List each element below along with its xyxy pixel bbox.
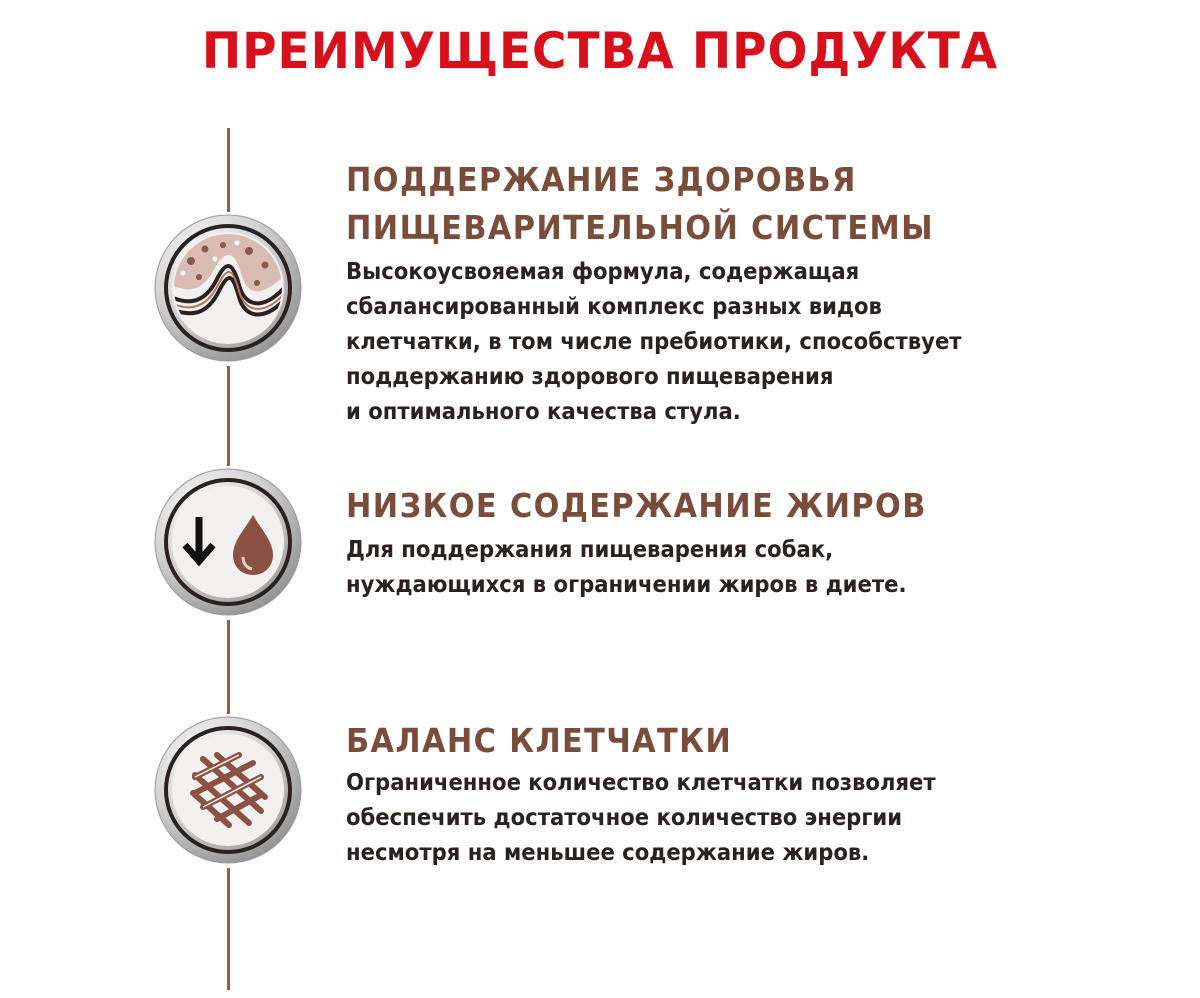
low-fat-drop-icon bbox=[153, 467, 303, 617]
timeline-segment bbox=[227, 620, 230, 714]
benefit-description: Для поддержания пищеварения собак, нуждающихся в ограничении жиров в диете. bbox=[346, 537, 907, 598]
fiber-mesh-icon bbox=[153, 715, 303, 865]
timeline-segment bbox=[227, 868, 230, 990]
benefit-heading: ПОДДЕРЖАНИЕ ЗДОРОВЬЯ ПИЩЕВАРИТЕЛЬНОЙ СИСТЕМЫ bbox=[346, 160, 934, 247]
benefit-description: Высокоусвояемая формула, содержащая сбалансированный комплекс разных видов клетчатки, в том числе пребиотики, способствует поддержанию здорового пищеварения и оптимального качества стула. bbox=[346, 259, 962, 425]
timeline-segment bbox=[227, 366, 230, 466]
benefit-description: Ограниченное количество клетчатки позволяет обеспечить достаточное количество энергии несмотря на меньшее содержание жиров. bbox=[346, 770, 936, 866]
digestion-wave-icon bbox=[153, 213, 303, 363]
benefit-heading: НИЗКОЕ СОДЕРЖАНИЕ ЖИРОВ bbox=[346, 486, 927, 525]
timeline-segment bbox=[227, 128, 230, 212]
page-title: ПРЕИМУЩЕСТВА ПРОДУКТА bbox=[201, 22, 999, 80]
benefit-heading: БАЛАНС КЛЕТЧАТКИ bbox=[346, 721, 733, 760]
